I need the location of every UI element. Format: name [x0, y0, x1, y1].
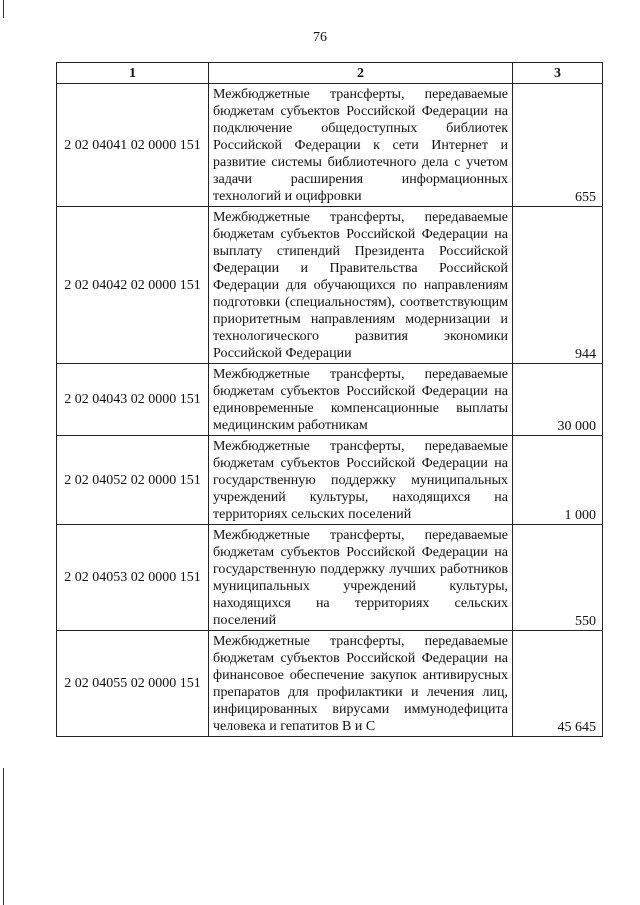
table-header-row: [57, 63, 603, 84]
budget-code-cell: 2 02 04042 02 0000 151: [57, 207, 209, 364]
description-cell: Межбюджетные трансферты, передаваемые бюджетам субъектов Российской Федерации на финансовое обеспечение закупок антивирусных препаратов для профилактики и лечения лиц, инфицированных вирусами иммунодефицита человека и гепатитов В и С: [209, 631, 513, 737]
table-row: [57, 631, 603, 737]
description-cell: Межбюджетные трансферты, передаваемые бюджетам субъектов Российской Федерации на государственную поддержку лучших работников муниципальных учреждений культуры, находящихся на территориях сельских поселений: [209, 525, 513, 631]
table-row: [57, 207, 603, 364]
description-cell: Межбюджетные трансферты, передаваемые бюджетам субъектов Российской Федерации на выплату стипендий Президента Российской Федерации и Правительства Российской Федерации для обучающихся по направлениям подготовки (специальностям), соответствующим приоритетным направлениям модернизации и технологического развития экономики Российской Федерации: [209, 207, 513, 364]
description-cell: Межбюджетные трансферты, передаваемые бюджетам субъектов Российской Федерации на подключение общедоступных библиотек Российской Федерации к сети Интернет и развитие системы библиотечного дела с учетом задачи расширения информационных технологий и оцифровки: [209, 84, 513, 207]
column-header-amount: 3: [513, 63, 603, 84]
description-cell: Межбюджетные трансферты, передаваемые бюджетам субъектов Российской Федерации на государственную поддержку муниципальных учреждений культуры, находящихся на территориях сельских поселений: [209, 436, 513, 525]
table-row: [57, 436, 603, 525]
table-row: [57, 364, 603, 436]
amount-cell: 1 000: [513, 436, 603, 525]
table-row: [57, 525, 603, 631]
description-cell: Межбюджетные трансферты, передаваемые бюджетам субъектов Российской Федерации на единовременные компенсационные выплаты медицинским работникам: [209, 364, 513, 436]
amount-cell: 45 645: [513, 631, 603, 737]
page-number: 76: [313, 30, 327, 45]
table-row: [57, 84, 603, 207]
amount-cell: 30 000: [513, 364, 603, 436]
budget-code-cell: 2 02 04055 02 0000 151: [57, 631, 209, 737]
budget-code-cell: 2 02 04052 02 0000 151: [57, 436, 209, 525]
column-header-description: 2: [209, 63, 513, 84]
budget-code-cell: 2 02 04043 02 0000 151: [57, 364, 209, 436]
budget-code-cell: 2 02 04053 02 0000 151: [57, 525, 209, 631]
amount-cell: 655: [513, 84, 603, 207]
scan-margin-line-top: [3, 0, 4, 18]
column-header-code: 1: [57, 63, 209, 84]
amount-cell: 550: [513, 525, 603, 631]
budget-code-cell: 2 02 04041 02 0000 151: [57, 84, 209, 207]
scan-margin-line-bottom: [3, 768, 4, 905]
budget-transfers-table: [56, 62, 603, 737]
amount-cell: 944: [513, 207, 603, 364]
